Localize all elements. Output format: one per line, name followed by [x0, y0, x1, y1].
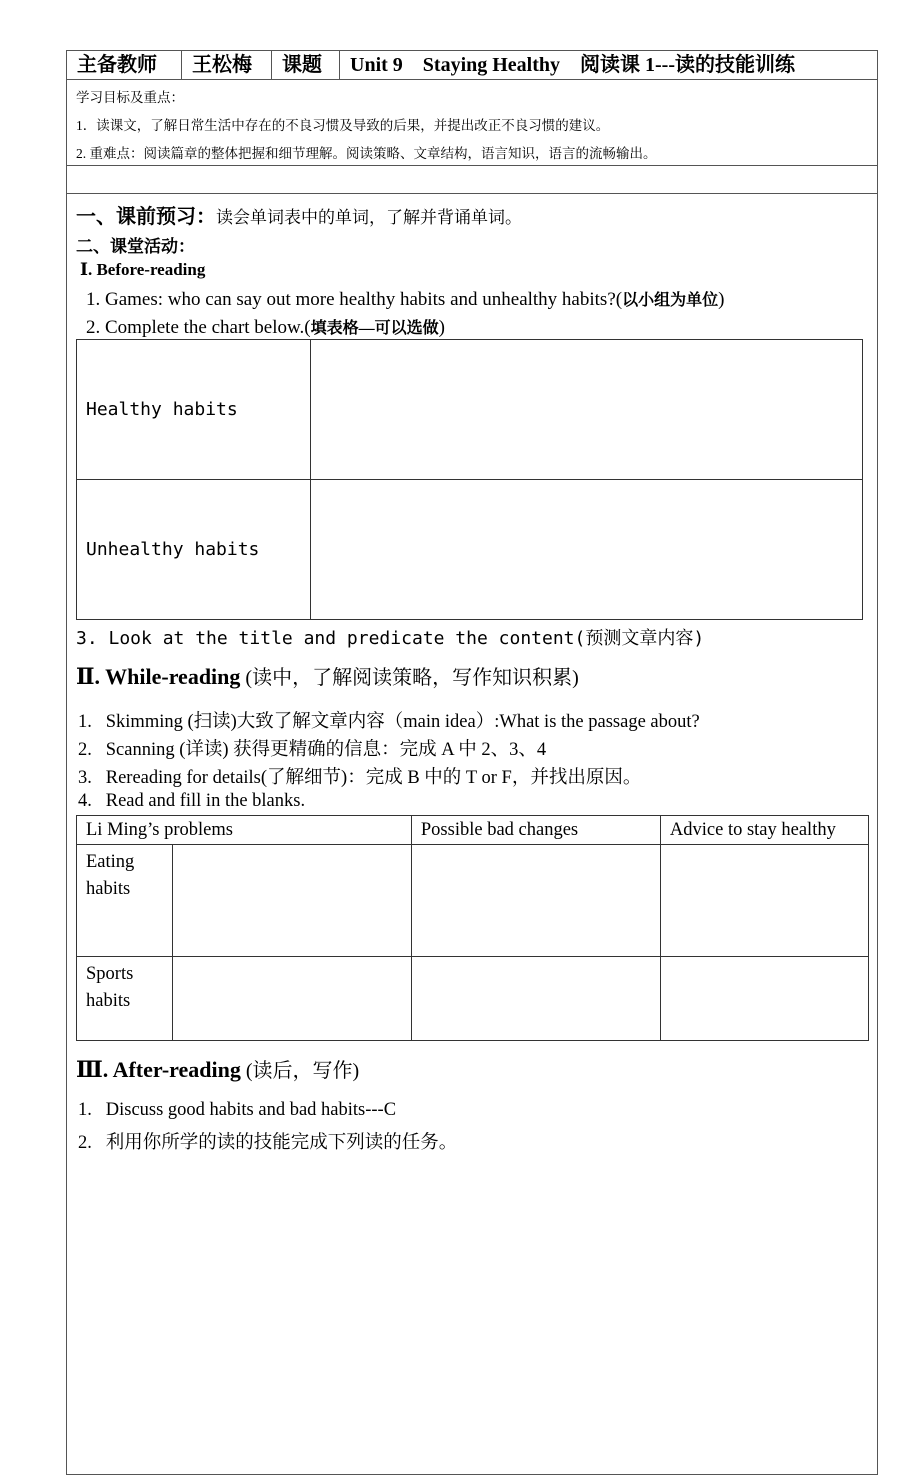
- objectives-title: 学习目标及重点：: [76, 90, 184, 105]
- while-reading-heading-note: (读中，了解阅读策略，写作知识积累): [245, 667, 579, 689]
- row-label-line: Sports: [86, 964, 134, 984]
- objectives-section: [66, 80, 878, 166]
- item-note: 以小组为单位: [622, 292, 719, 309]
- sports-problems-cell[interactable]: [173, 957, 412, 1041]
- topic-title: Unit 9 Staying Healthy 阅读课 1---读的技能训练: [350, 54, 795, 76]
- item-text-end: ): [718, 289, 725, 310]
- eating-advice-cell[interactable]: [660, 845, 868, 957]
- unhealthy-habits-label: Unhealthy habits: [77, 480, 311, 620]
- row-label-line: habits: [86, 879, 131, 899]
- col-header-problems: Li Ming’s problems: [77, 816, 412, 845]
- sports-advice-cell[interactable]: [660, 957, 868, 1041]
- while-reading-heading: Ⅱ. While-reading: [76, 664, 241, 689]
- habits-row: [77, 480, 863, 620]
- topic-label: 课题: [272, 51, 340, 79]
- table-header-row: [77, 816, 869, 845]
- healthy-habits-answer-cell[interactable]: [311, 340, 863, 480]
- while-reading-item: 4. Read and fill in the blanks.: [78, 791, 306, 811]
- item-text: 1. Games: who can say out more healthy habits and unhealthy habits?(: [86, 289, 623, 310]
- before-reading-item-3: 3. Look at the title and predicate the content(预测文章内容): [76, 628, 705, 649]
- item-text: 2. Complete the chart below.(: [86, 317, 311, 338]
- preview-heading: 一、课前预习：: [76, 206, 216, 228]
- row-label-line: Eating: [86, 852, 135, 872]
- while-reading-heading-line: [76, 661, 579, 690]
- after-reading-item: 2. 利用你所学的读的技能完成下列读的任务。: [78, 1133, 458, 1153]
- item-note: 填表格—可以选做: [310, 320, 439, 337]
- while-reading-item: 1. Skimming (扫读)大致了解文章内容（main idea）:What is the passage about?: [78, 712, 700, 732]
- col-header-advice: Advice to stay healthy: [660, 816, 868, 845]
- sports-changes-cell[interactable]: [411, 957, 660, 1041]
- eating-problems-cell[interactable]: [173, 845, 412, 957]
- col-header-changes: Possible bad changes: [411, 816, 660, 845]
- before-reading-item-2: [86, 315, 445, 339]
- after-reading-heading: Ⅲ. After-reading: [76, 1057, 241, 1082]
- healthy-habits-label: Healthy habits: [77, 340, 311, 480]
- before-reading-item-1: [86, 287, 724, 311]
- row-label-line: habits: [86, 991, 131, 1011]
- objective-item: 2. 重难点：阅读篇章的整体把握和细节理解。阅读策略、文章结构，语言知识，语言的流畅输出。: [76, 146, 657, 161]
- while-reading-item: 3. Rereading for details(了解细节)：完成 B 中的 T or F，并找出原因。: [78, 768, 642, 788]
- read-and-fill-table: [76, 815, 869, 1041]
- table-row: [77, 957, 869, 1041]
- item-text-end: ): [438, 317, 445, 338]
- eating-changes-cell[interactable]: [411, 845, 660, 957]
- preview-text: 读会单词表中的单词，了解并背诵单词。: [216, 208, 522, 227]
- habits-chart: [76, 339, 863, 620]
- while-reading-item: 2. Scanning (详读) 获得更精确的信息：完成 A 中 2、3、4: [78, 740, 547, 760]
- teacher-name: 王松梅: [182, 51, 272, 79]
- sports-habits-label: [77, 957, 173, 1041]
- header-row: [66, 50, 878, 80]
- class-activity-heading: 二、课堂活动：: [76, 237, 195, 256]
- after-reading-item: 1. Discuss good habits and bad habits---C: [78, 1100, 397, 1120]
- objective-item: 1．读课文，了解日常生活中存在的不良习惯及导致的后果，并提出改正不良习惯的建议。: [76, 118, 610, 133]
- teacher-label: 主备教师: [67, 51, 182, 79]
- after-reading-heading-note: (读后，写作): [245, 1060, 360, 1082]
- preview-line: [76, 200, 522, 229]
- habits-row: [77, 340, 863, 480]
- after-reading-heading-line: [76, 1054, 359, 1083]
- eating-habits-label: [77, 845, 173, 957]
- table-row: [77, 845, 869, 957]
- blank-row: [66, 166, 878, 194]
- before-reading-heading: Ⅰ. Before-reading: [80, 260, 206, 279]
- unhealthy-habits-answer-cell[interactable]: [311, 480, 863, 620]
